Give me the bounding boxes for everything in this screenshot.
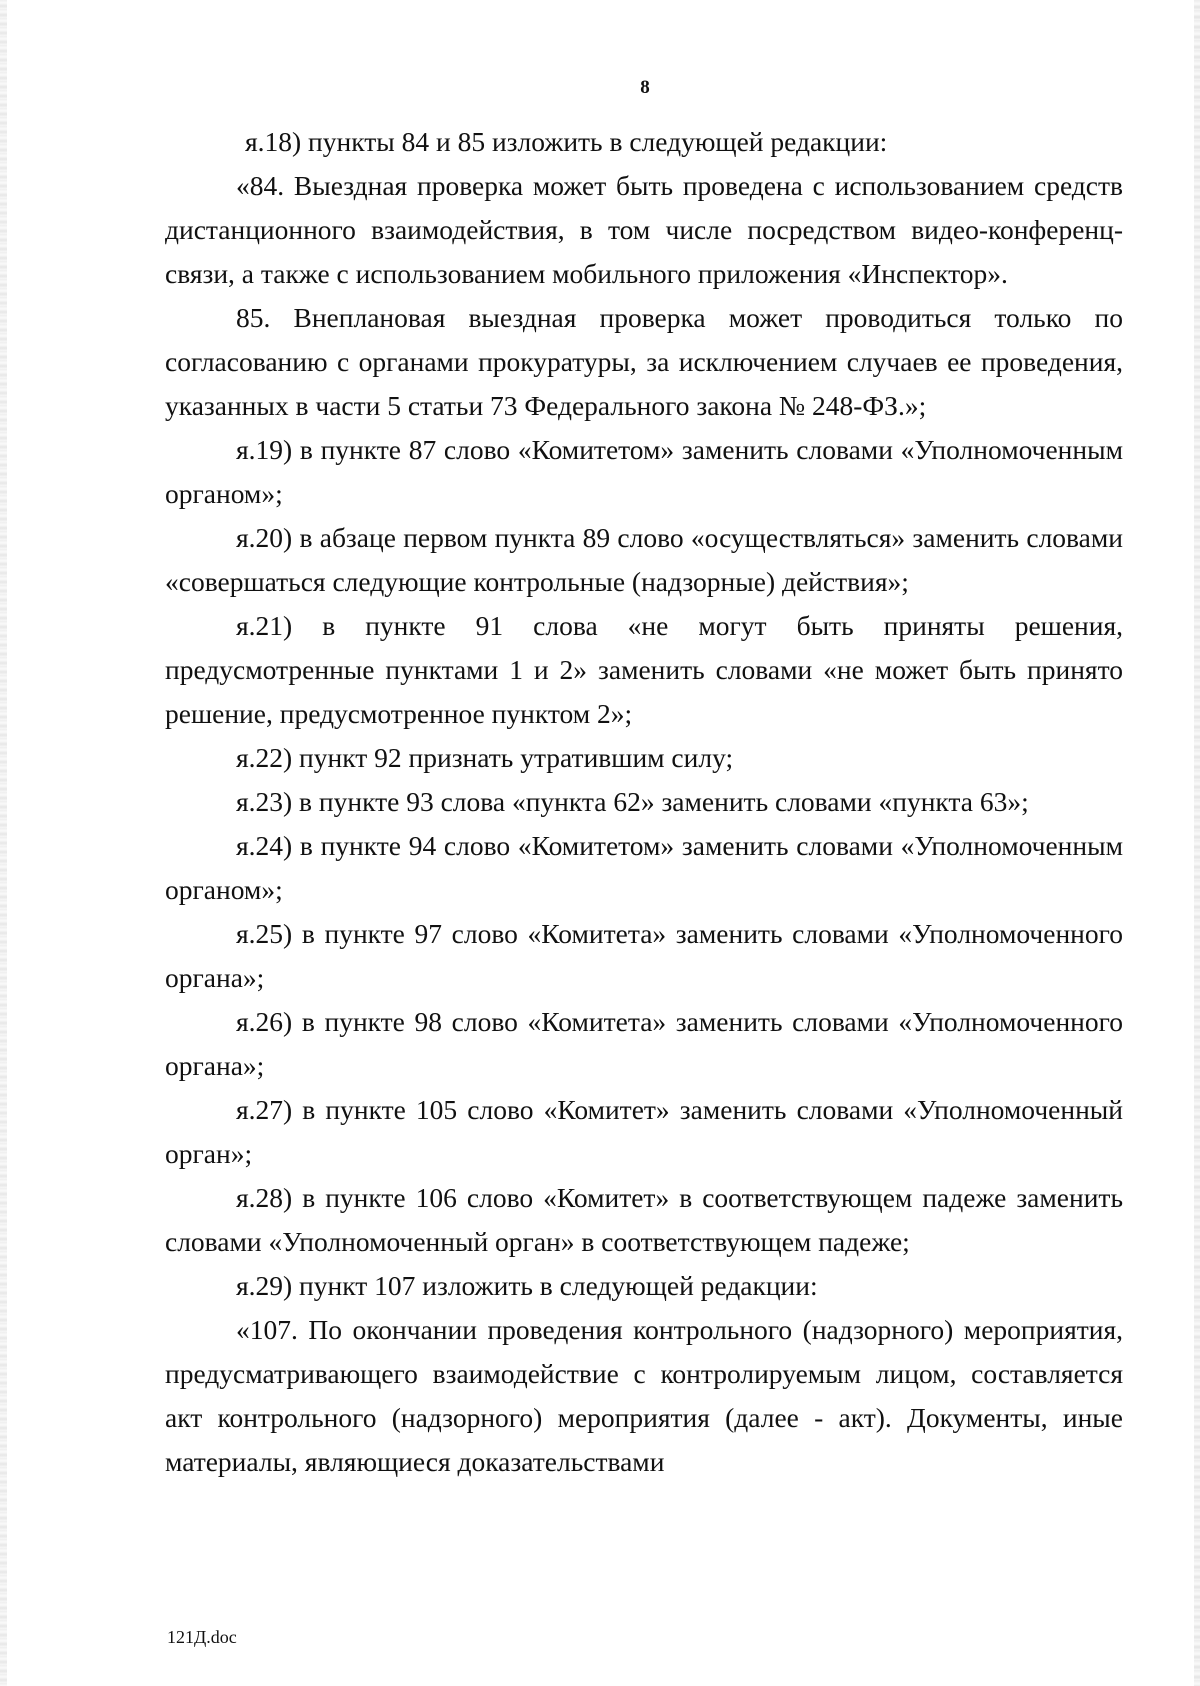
paragraph-point-84: «84. Выездная проверка может быть проведена с использованием средств дистанционного взаимодействия, в том числе посредством видео-конференц-связи, а также с использованием мобильного приложения «Инспектор». [165, 170, 1123, 289]
footer-filename: 121Д.doc [167, 1627, 237, 1647]
paragraph-item-22: я.22) пункт 92 признать утратившим силу; [236, 742, 734, 773]
paragraph-item-20: я.20) в абзаце первом пункта 89 слово «осуществляться» заменить словами «совершаться следующие контрольные (надзорные) действия»; [165, 522, 1123, 597]
document-body [165, 120, 1123, 1484]
paragraph-point-107: «107. По окончании проведения контрольного (надзорного) мероприятия, предусматривающего взаимодействие с контролируемым лицом, составляется акт контрольного (надзорного) мероприятия (далее - акт). Документы, иные материалы, являющиеся доказательствами [165, 1314, 1123, 1477]
paragraph-item-19: я.19) в пункте 87 слово «Комитетом» заменить словами «Уполномоченным органом»; [165, 434, 1123, 509]
scan-edge-right [1194, 0, 1200, 1686]
scan-edge-left [0, 0, 7, 1686]
paragraph-item-25: я.25) в пункте 97 слово «Комитета» заменить словами «Уполномоченного органа»; [165, 918, 1123, 993]
paragraph-item-26: я.26) в пункте 98 слово «Комитета» заменить словами «Уполномоченного органа»; [165, 1006, 1123, 1081]
page-number: 8 [640, 77, 650, 98]
paragraph-item-27: я.27) в пункте 105 слово «Комитет» заменить словами «Уполномоченный орган»; [165, 1094, 1123, 1169]
paragraph-item-29: я.29) пункт 107 изложить в следующей редакции: [236, 1270, 818, 1301]
paragraph-item-18: я.18) пункты 84 и 85 изложить в следующей редакции: [245, 126, 888, 157]
paragraph-item-21: я.21) в пункте 91 слова «не могут быть приняты решения, предусмотренные пунктами 1 и 2» заменить словами «не может быть принято решение, предусмотренное пунктом 2»; [165, 610, 1123, 729]
paragraph-point-85: 85. Внеплановая выездная проверка может проводиться только по согласованию с органами прокуратуры, за исключением случаев ее проведения, указанных в части 5 статьи 73 Федерального закона № 248-ФЗ.»; [165, 302, 1123, 421]
paragraph-item-28: я.28) в пункте 106 слово «Комитет» в соответствующем падеже заменить словами «Уполномоченный орган» в соответствующем падеже; [165, 1182, 1123, 1257]
paragraph-item-23: я.23) в пункте 93 слова «пункта 62» заменить словами «пункта 63»; [236, 786, 1029, 817]
paragraph-item-24: я.24) в пункте 94 слово «Комитетом» заменить словами «Уполномоченным органом»; [165, 830, 1123, 905]
